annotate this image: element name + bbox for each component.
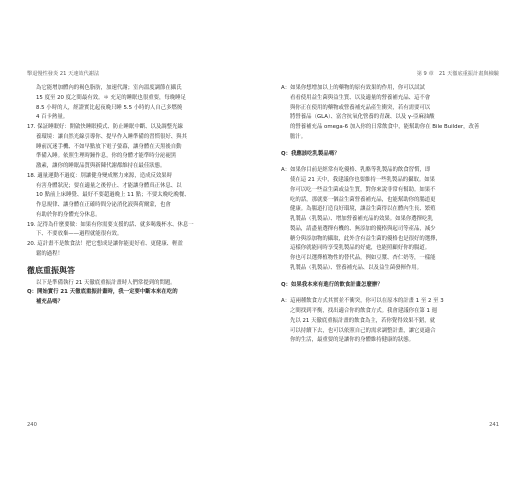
answer-line: 這樣你就能同時享受乳製品的好處，也能照顧好你的腸道。 xyxy=(290,245,431,252)
answer-line: 你可以吃一些益生菌或益生質，對你來說非常有幫助。如果不 xyxy=(290,186,436,193)
list-item: 17. 保証睡眠好：開啟快睡眠模式、防止睡眠中斷、以及調整光線 xyxy=(27,124,183,130)
body-line: 下、不要放棄——過程就能很有效。 xyxy=(36,231,123,238)
body-line: 養環境：讓自然光線引導你、提早作入睡準備的習慣很好、與其 xyxy=(36,133,187,140)
page-number-right: 241 xyxy=(489,422,499,428)
answer-line: 看看使用益生菌與益生質、以及適量的營養補充品、這不會 xyxy=(290,94,431,101)
answer-line: 與你正在使用的藥物或營養補充品產生衝突，若有需要可以 xyxy=(290,104,431,111)
answer-line: 之間找到平衡，找出適合你的飲食方式。我會建議你在第 1 週 xyxy=(290,308,438,314)
answer-line: A：如果你目前是經常有吃優格、乳酪等乳製品的飲食習慣，即 xyxy=(281,167,431,174)
answer-line: 乳製品（乳製品）、營養補充品、以及益生菌發揮作用。 xyxy=(290,264,423,271)
right-page-body xyxy=(281,84,493,346)
answer-line: A：如果你想增加以上的藥物的原有效果的作用，你可以試試 xyxy=(281,85,425,91)
page-number-left: 240 xyxy=(27,422,37,428)
question-text-cont: 補充品嗎？ xyxy=(36,299,63,305)
body-line: 為它能增加體內的褐色脂肪，加速代謝；室內溫度調節在攝氏 xyxy=(36,85,182,91)
body-line: 睡前沉迷手機、不如早點放下電子螢幕，讓身體在天黑後自動 xyxy=(36,143,182,150)
body-line: 10 點前上床睡覺、最好不要超過晚上 11 點；不要太晚吃晚餐、 xyxy=(36,192,190,199)
answer-line: 膽汁。 xyxy=(290,133,307,140)
body-line: 有害身體狀況；要在適量之後停止、才能讓身體真正休息、以 xyxy=(36,182,182,189)
list-item: 20. 這計畫不是飲食法！把它想成是讓你能更好看、更健康、輕盈 xyxy=(27,241,183,247)
intro-text: 以下是準備執行 21 天徹底重振計畫時人們常提到的問題。 xyxy=(36,279,176,286)
answer-line: 先以 21 天徹底重振計畫的飲食為主，若你覺得效果不錯，就 xyxy=(290,317,436,324)
body-line: 4 百卡熱量。 xyxy=(36,114,69,121)
running-header-left: 擊退慢性發炎 21 天速效代謝法 xyxy=(27,71,100,77)
body-line: 15 度至 20 度之間最有效。＊ 充足的睡眠也很重要，每晚睡足 xyxy=(36,94,186,101)
answer-line: 的營養補充品 omega-6 加入你的日常飲食中，能幫助你在 Bile Builder，改善 xyxy=(290,124,480,130)
body-line: 有助於你的身體充分休息。 xyxy=(36,211,101,218)
question-text: Q：開始實行 21 天徹底重振計畫時，我一定要中斷本來在吃的 xyxy=(27,289,178,296)
answer-line: 你也可以選擇植物性的替代品，例如豆漿、杏仁奶等，一樣能 xyxy=(290,255,436,261)
answer-line: 製品，請盡量選擇有機的、無添加的優格與起司等產品，減少 xyxy=(290,225,436,232)
answer-line: 可以持續下去，也可以依照自己的需求調整計畫，讓它更適合 xyxy=(290,327,436,334)
question-text: Q：我應該吃乳製品嗎？ xyxy=(281,150,340,157)
answer-line: 糖分與添加物的攝取，此外含有益生菌的優格也是很好的選擇， xyxy=(290,235,441,242)
question-text: Q：如果我本來有進行的飲食計畫怎麼辦？ xyxy=(281,281,383,288)
answer-line: 使在這 21 天中，我建議你也要維持一些乳製品的攝取。如果 xyxy=(290,177,436,183)
running-header-right: 第 9 章 21 天徹底重振計畫與檢驗 xyxy=(416,71,499,77)
answer-line: 吃的話，那就要一個益生菌營養補充品，也能幫助你的腸道更 xyxy=(290,196,436,203)
body-line: 8.5 小時的人，經證實比起夜晚只睡 5.5 小時的人自己多燃燒 xyxy=(36,104,183,111)
answer-line: 你的生活，最重要的是讓你的身體維持健康的狀態。 xyxy=(290,337,414,344)
left-page-body xyxy=(27,84,239,308)
answer-line: A：這兩種飲食方式其實並不衝突，你可以在原本的計畫 1 至 2 至 3 xyxy=(281,298,444,305)
section-heading: 徹底重振與答 xyxy=(27,265,75,275)
answer-line: 將營養品（GLA）、富含抗氧化營養的青蔬、以及 γ-亞麻油酸 xyxy=(290,114,435,121)
body-line: 鬆的過程！ xyxy=(36,250,63,257)
list-item: 18. 適量運動不過度：別讓健身變成壓力來源，造成反效果時 xyxy=(27,172,173,179)
body-line: 作息規律、讓身體在正確時間分泌消化液與荷爾蒙，也會 xyxy=(36,202,171,208)
body-line: 激素，讓你的睡眠品質與新陳代謝都維持在最佳狀態。 xyxy=(36,163,166,169)
left-page xyxy=(27,70,239,428)
answer-line: 健康。為腸道打造良好環境，讓益生菌得以在體內生長、繁殖 xyxy=(290,206,436,213)
answer-line: 乳製品（乳製品）、增加營養補充品的效果。如果你選擇吃乳 xyxy=(290,216,433,222)
body-line: 準備入睡。依照生理時鐘作息，你的身體才能準時分泌褪黑 xyxy=(36,153,177,160)
right-page xyxy=(281,70,499,428)
list-item: 19. 記得為什麼要做：如果有你需要支援的話、就多喝幾杯水、休息一 xyxy=(27,221,194,228)
